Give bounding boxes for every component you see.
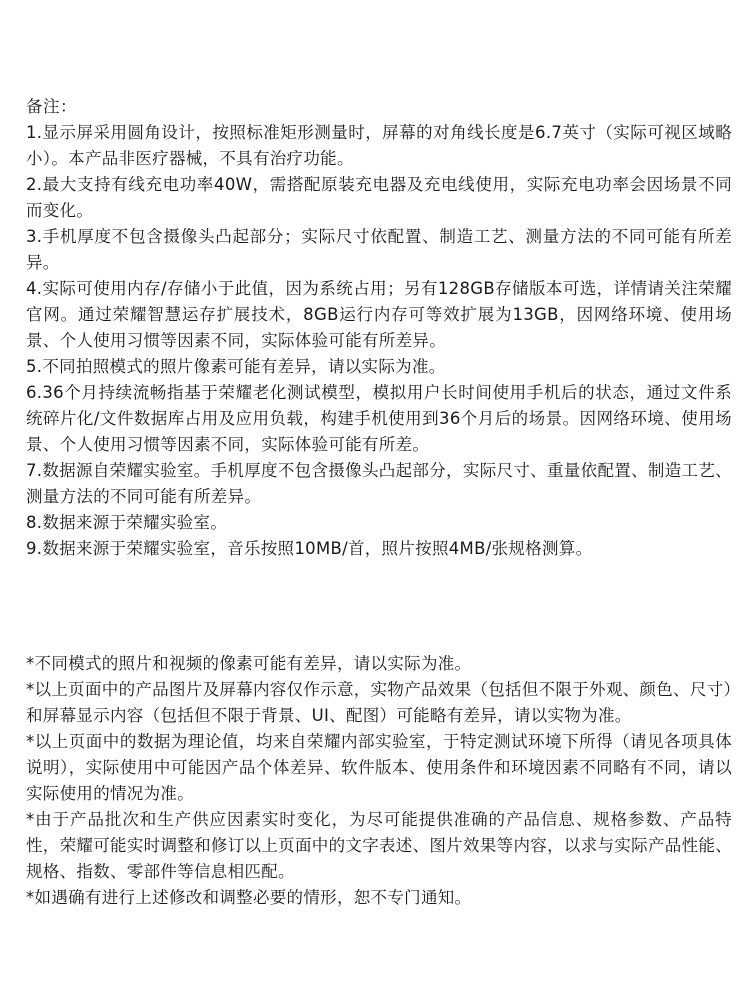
disclaimer-item-1: *不同模式的照片和视频的像素可能有差异，请以实际为准。 [26, 654, 472, 673]
note-item-2: 2.最大支持有线充电功率40W，需搭配原装充电器及充电线使用，实际充电功率会因场景不同而变化。 [26, 175, 732, 220]
note-item-3: 3.手机厚度不包含摄像头凸起部分；实际尺寸依配置、制造工艺、测量方法的不同可能有所差异。 [26, 227, 732, 272]
disclaimer-item-5: *如遇确有进行上述修改和调整必要的情形，恕不专门通知。 [26, 888, 472, 907]
notes-title: 备注： [26, 97, 77, 116]
note-item-7: 7.数据源自荣耀实验室。手机厚度不包含摄像头凸起部分，实际尺寸、重量依配置、制造工艺、测量方法的不同可能有所差异。 [26, 461, 732, 506]
note-item-5: 5.不同拍照模式的照片像素可能有差异，请以实际为准。 [26, 357, 446, 376]
notes-section [26, 94, 732, 562]
note-item-6: 6.36个月持续流畅指基于荣耀老化测试模型，模拟用户长时间使用手机后的状态，通过文件系统碎片化/文件数据库占用及应用负载，构建手机使用到36个月后的场景。因网络环境、使用场景、个人使用习惯等因素不同，实际体验可能有所差。 [26, 383, 732, 454]
disclaimers-section [26, 651, 732, 911]
note-item-4: 4.实际可使用内存/存储小于此值，因为系统占用；另有128GB存储版本可选，详情请关注荣耀官网。通过荣耀智慧运存扩展技术，8GB运行内存可等效扩展为13GB，因网络环境、使用场景、个人使用习惯等因素不同，实际体验可能有所差异。 [26, 279, 732, 350]
disclaimer-item-2: *以上页面中的产品图片及屏幕内容仅作示意，实物产品效果（包括但不限于外观、颜色、尺寸）和屏幕显示内容（包括但不限于背景、UI、配图）可能略有差异，请以实物为准。 [26, 680, 732, 725]
notes-list [26, 120, 732, 562]
note-item-8: 8.数据来源于荣耀实验室。 [26, 513, 228, 532]
disclaimer-item-4: *由于产品批次和生产供应因素实时变化，为尽可能提供准确的产品信息、规格参数、产品特性，荣耀可能实时调整和修订以上页面中的文字表述、图片效果等内容，以求与实际产品性能、规格、指数、零部件等信息相匹配。 [26, 810, 732, 881]
note-item-9: 9.数据来源于荣耀实验室，音乐按照10MB/首，照片按照4MB/张规格测算。 [26, 539, 593, 558]
note-item-1: 1.显示屏采用圆角设计，按照标准矩形测量时，屏幕的对角线长度是6.7英寸（实际可视区域略小）。本产品非医疗器械，不具有治疗功能。 [26, 123, 732, 168]
disclaimer-item-3: *以上页面中的数据为理论值，均来自荣耀内部实验室，于特定测试环境下所得（请见各项具体说明），实际使用中可能因产品个体差异、软件版本、使用条件和环境因素不同略有不同，请以实际使用的情况为准。 [26, 732, 732, 803]
